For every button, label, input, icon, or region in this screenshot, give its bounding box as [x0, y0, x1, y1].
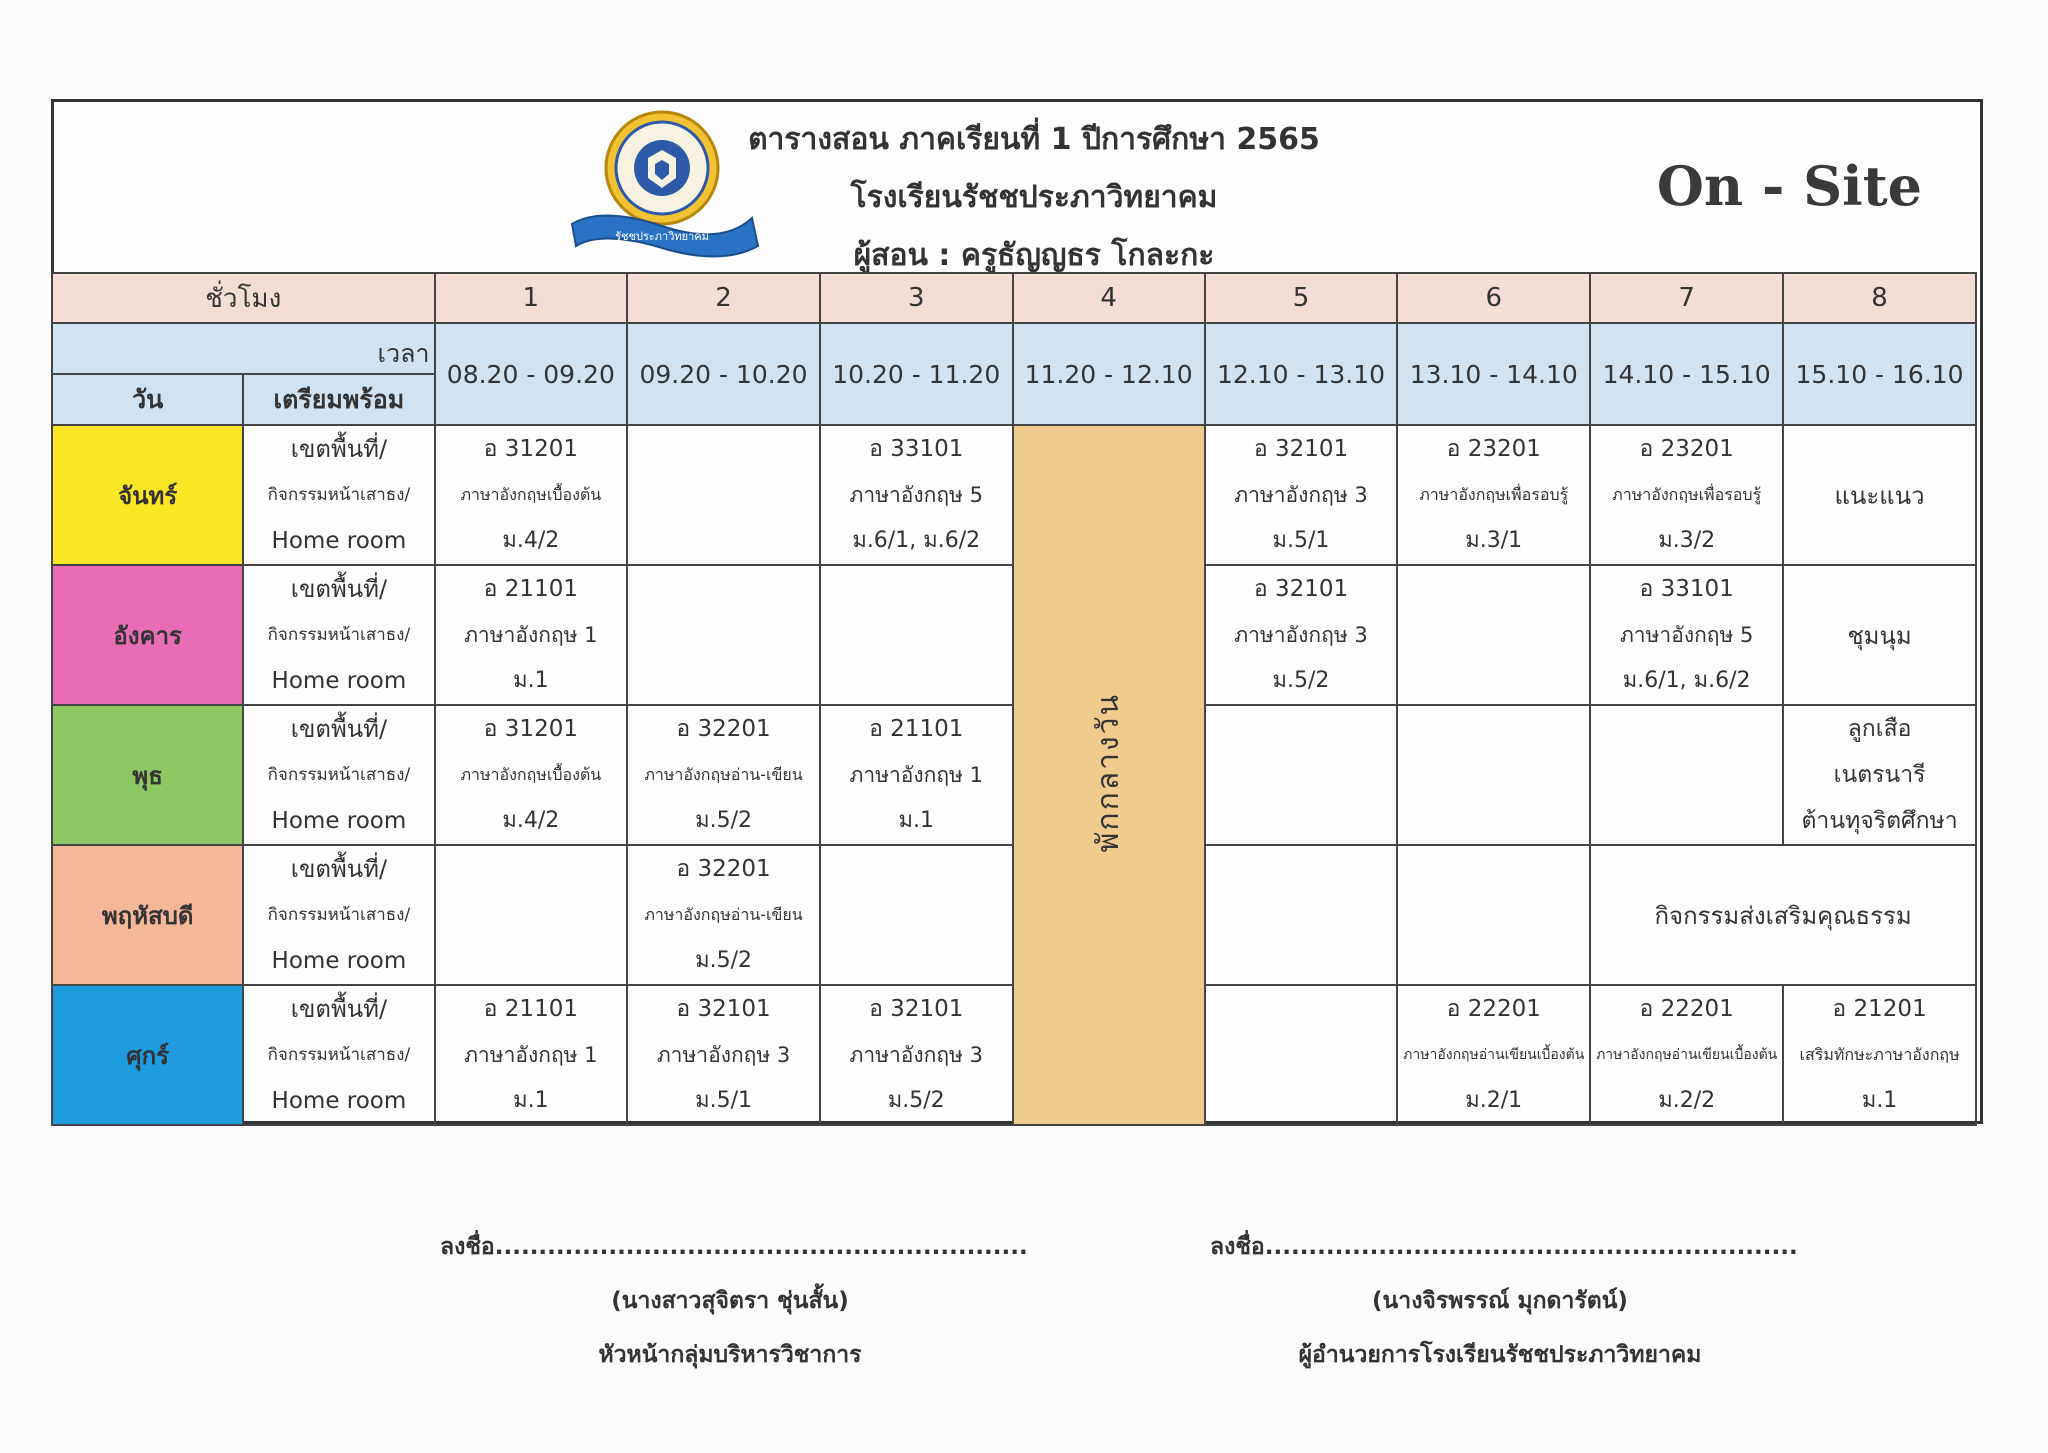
time-4: 11.20 - 12.10: [1013, 323, 1205, 425]
activity-cell: กิจกรรมส่งเสริมคุณธรรม: [1590, 845, 1976, 985]
time-7: 14.10 - 15.10: [1590, 323, 1783, 425]
time-header: เวลา: [52, 323, 435, 374]
day-header: วัน: [52, 374, 243, 425]
class-cell: อ 32101 ภาษาอังกฤษ 3 ม.5/2: [820, 985, 1013, 1125]
class-cell: อ 32201 ภาษาอังกฤษอ่าน-เขียน ม.5/2: [627, 845, 820, 985]
empty-cell: [1397, 705, 1590, 845]
activity-cell: ชุมนุม: [1783, 565, 1976, 705]
class-cell: อ 22201 ภาษาอังกฤษอ่านเขียนเบื้องต้น ม.2/1: [1397, 985, 1590, 1125]
prep-cell: เขตพื้นที่/ กิจกรรมหน้าเสาธง/ Home room: [243, 565, 434, 705]
period-row: [52, 273, 1976, 323]
empty-cell: [627, 425, 820, 565]
period-3: 3: [820, 273, 1013, 323]
time-3: 10.20 - 11.20: [820, 323, 1013, 425]
signer-position: หัวหน้ากลุ่มบริหารวิชาการ: [598, 1342, 862, 1368]
class-cell: อ 32101 ภาษาอังกฤษ 3 ม.5/1: [1205, 425, 1398, 565]
period-7: 7: [1590, 273, 1783, 323]
empty-cell: [820, 565, 1013, 705]
time-row: [52, 323, 1976, 374]
signature-line: ลงชื่อ.............................................................: [440, 1234, 1028, 1260]
signer-position: ผู้อำนวยการโรงเรียนรัชชประภาวิทยาคม: [1298, 1342, 1702, 1368]
activity-cell: แนะแนว: [1783, 425, 1976, 565]
class-cell: อ 33101 ภาษาอังกฤษ 5 ม.6/1, ม.6/2: [1590, 565, 1783, 705]
class-cell: อ 21101 ภาษาอังกฤษ 1 ม.1: [435, 985, 628, 1125]
class-cell: อ 21201 เสริมทักษะภาษาอังกฤษ ม.1: [1783, 985, 1976, 1125]
empty-cell: [820, 845, 1013, 985]
day-friday: ศุกร์: [52, 985, 243, 1125]
period-2: 2: [627, 273, 820, 323]
signature-line: ลงชื่อ.............................................................: [1210, 1234, 1798, 1260]
period-5: 5: [1205, 273, 1398, 323]
class-cell: อ 21101 ภาษาอังกฤษ 1 ม.1: [435, 565, 628, 705]
logo-caption: รัชชประภาวิทยาคม: [615, 230, 709, 243]
timetable-sheet: [51, 99, 1983, 1124]
empty-cell: [1590, 705, 1783, 845]
class-cell: อ 21101 ภาษาอังกฤษ 1 ม.1: [820, 705, 1013, 845]
activity-cell: ลูกเสือ เนตรนารี ต้านทุจริตศึกษา: [1783, 705, 1976, 845]
signer-name: (นางสาวสุจิตรา ชุ่นสั้น): [611, 1288, 849, 1314]
class-cell: อ 32101 ภาษาอังกฤษ 3 ม.5/1: [627, 985, 820, 1125]
class-cell: อ 31201 ภาษาอังกฤษเบื้องต้น ม.4/2: [435, 705, 628, 845]
empty-cell: [1397, 845, 1590, 985]
empty-cell: [435, 845, 628, 985]
period-4: 4: [1013, 273, 1205, 323]
teacher-name: ผู้สอน : ครูธัญญธร โกละกะ: [853, 238, 1215, 273]
class-cell: อ 32201 ภาษาอังกฤษอ่าน-เขียน ม.5/2: [627, 705, 820, 845]
day-monday: จันทร์: [52, 425, 243, 565]
day-wednesday: พุธ: [52, 705, 243, 845]
schedule-title: ตารางสอน ภาคเรียนที่ 1 ปีการศึกษา 2565: [748, 122, 1320, 157]
time-5: 12.10 - 13.10: [1205, 323, 1398, 425]
class-cell: อ 22201 ภาษาอังกฤษอ่านเขียนเบื้องต้น ม.2/2: [1590, 985, 1783, 1125]
period-8: 8: [1783, 273, 1976, 323]
lunch-break: พักกลางวัน: [1013, 425, 1205, 1125]
period-header: ชั่วโมง: [52, 273, 435, 323]
signature-left: [440, 1220, 1028, 1382]
class-cell: อ 23201 ภาษาอังกฤษเพื่อรอบรู้ ม.3/1: [1397, 425, 1590, 565]
signature-right: [1210, 1220, 1798, 1382]
empty-cell: [1397, 565, 1590, 705]
time-2: 09.20 - 10.20: [627, 323, 820, 425]
class-cell: อ 31201 ภาษาอังกฤษเบื้องต้น ม.4/2: [435, 425, 628, 565]
period-1: 1: [435, 273, 628, 323]
prep-cell: เขตพื้นที่/ กิจกรรมหน้าเสาธง/ Home room: [243, 985, 434, 1125]
class-cell: อ 33101 ภาษาอังกฤษ 5 ม.6/1, ม.6/2: [820, 425, 1013, 565]
time-6: 13.10 - 14.10: [1397, 323, 1590, 425]
period-6: 6: [1397, 273, 1590, 323]
prep-cell: เขตพื้นที่/ กิจกรรมหน้าเสาธง/ Home room: [243, 705, 434, 845]
class-cell: อ 32101 ภาษาอังกฤษ 3 ม.5/2: [1205, 565, 1398, 705]
prep-cell: เขตพื้นที่/ กิจกรรมหน้าเสาธง/ Home room: [243, 425, 434, 565]
empty-cell: [627, 565, 820, 705]
empty-cell: [1205, 985, 1398, 1125]
onsite-label: On - Site: [1656, 154, 1922, 218]
signer-name: (นางจิรพรรณ์ มุกดารัตน์): [1372, 1288, 1628, 1314]
class-cell: อ 23201 ภาษาอังกฤษเพื่อรอบรู้ ม.3/2: [1590, 425, 1783, 565]
empty-cell: [1205, 845, 1398, 985]
prep-header: เตรียมพร้อม: [243, 374, 434, 425]
header: [54, 102, 1980, 275]
day-thursday: พฤหัสบดี: [52, 845, 243, 985]
row-monday: [52, 425, 1976, 565]
day-tuesday: อังคาร: [52, 565, 243, 705]
timetable: [51, 272, 1977, 1126]
empty-cell: [1205, 705, 1398, 845]
time-1: 08.20 - 09.20: [435, 323, 628, 425]
prep-cell: เขตพื้นที่/ กิจกรรมหน้าเสาธง/ Home room: [243, 845, 434, 985]
time-8: 15.10 - 16.10: [1783, 323, 1976, 425]
school-name: โรงเรียนรัชชประภาวิทยาคม: [850, 180, 1218, 215]
